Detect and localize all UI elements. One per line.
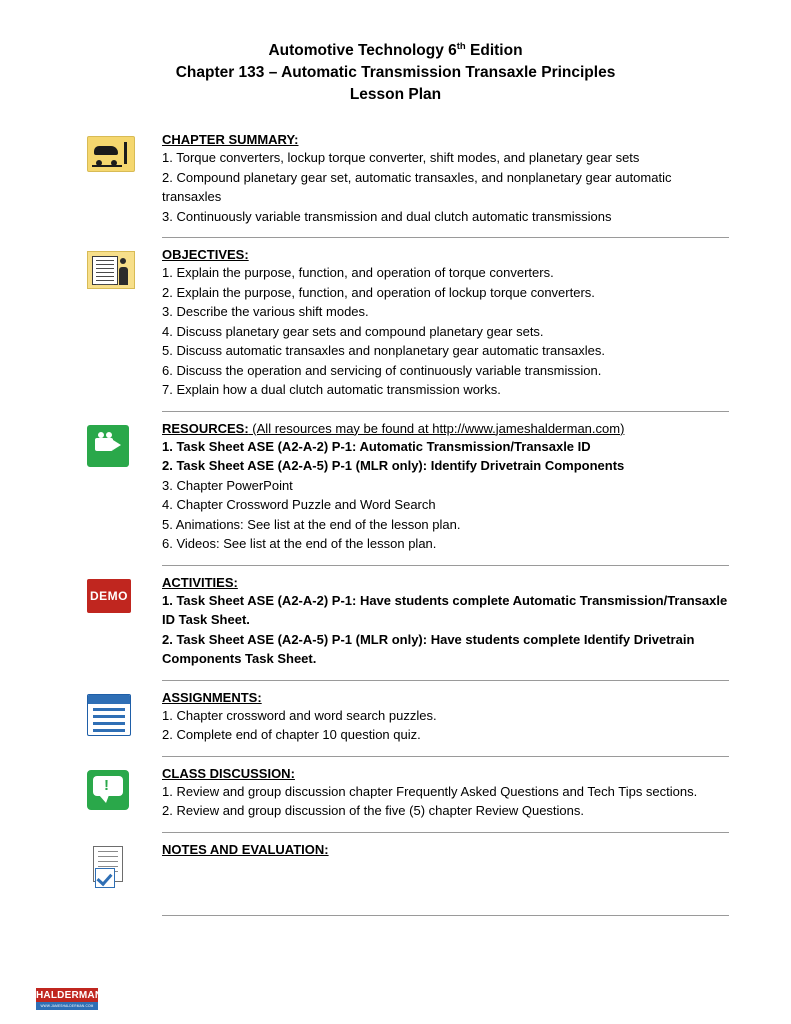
halderman-logo [36, 988, 103, 1010]
list-item: 5. Discuss automatic transaxles and nonplanetary gear automatic transaxles. [162, 343, 605, 359]
section-resources [58, 421, 733, 575]
list-item: 3. Continuously variable transmission and dual clutch automatic transmissions [162, 208, 612, 224]
list-item: 2. Compound planetary gear set, automatic transaxles, and nonplanetary gear automatic transaxles [162, 169, 672, 205]
section-heading-note: (All resources may be found at http://www.jameshalderman.com) [248, 420, 625, 436]
title-line-2: Chapter 133 – Automatic Transmission Transaxle Principles [175, 64, 616, 82]
list-item: 6. Videos: See list at the end of the lesson plan. [162, 536, 437, 552]
objectives-board-icon [87, 251, 133, 295]
list-item: 2. Complete end of chapter 10 question quiz. [162, 727, 421, 743]
list-item: 5. Animations: See list at the end of the lesson plan. [162, 516, 461, 532]
list-item-text: 1. Task Sheet ASE (A2-A-2) P-1: Automatic Transmission/Transaxle ID [162, 438, 591, 454]
video-camera-icon [87, 425, 133, 469]
icon-column [58, 575, 162, 623]
section-body [162, 421, 733, 575]
list-item-text: 1. Task Sheet ASE (A2-A-2) P-1: Have students complete Automatic Transmission/Transaxle ID Task Sheet. [162, 592, 728, 628]
section-divider [162, 680, 729, 681]
section-divider [162, 411, 729, 412]
list-item: 3. Describe the various shift modes. [162, 304, 369, 320]
section-notes-and-evaluation [58, 842, 733, 925]
list-item: 7. Explain how a dual clutch automatic transmission works. [162, 382, 501, 398]
section-assignments [58, 690, 733, 766]
list-item: 3. Chapter PowerPoint [162, 477, 293, 493]
section-objectives [58, 247, 733, 421]
list-item [162, 630, 729, 669]
title-line-1 [58, 36, 733, 62]
section-divider [162, 832, 729, 833]
icon-column [58, 132, 162, 180]
section-class-discussion [58, 766, 733, 842]
logo-sub-text: WWW.JAMESHALDERMAN.COM [36, 1002, 98, 1010]
section-heading-label: RESOURCES: [162, 420, 249, 436]
title-line-1-superscript: th [456, 41, 466, 52]
section-heading: NOTES AND EVALUATION: [162, 841, 329, 857]
list-item: 4. Discuss planetary gear sets and compound planetary gear sets. [162, 323, 544, 339]
car-lift-icon [87, 136, 133, 180]
section-heading [162, 421, 729, 436]
list-item: 1. Review and group discussion chapter Frequently Asked Questions and Tech Tips sections. [162, 783, 698, 799]
list-item-text: 2. Task Sheet ASE (A2-A-5) P-1 (MLR only): Have students complete Identify Drivetrain Components Task Sheet. [162, 631, 695, 667]
section-chapter-summary [58, 132, 733, 247]
section-heading: ASSIGNMENTS: [162, 689, 262, 705]
section-divider [162, 237, 729, 238]
page-title [58, 36, 733, 106]
list-item [162, 591, 729, 630]
section-divider [162, 756, 729, 757]
icon-column [58, 842, 162, 890]
section-heading: CLASS DISCUSSION: [162, 765, 295, 781]
icon-column [58, 247, 162, 295]
notes-line [162, 915, 729, 916]
notepad-icon [87, 694, 133, 738]
icon-column [58, 690, 162, 738]
demo-icon: DEMO [87, 579, 133, 623]
section-body [162, 690, 733, 766]
section-heading: OBJECTIVES: [162, 247, 249, 263]
list-item: 1. Chapter crossword and word search puzzles. [162, 707, 437, 723]
section-body [162, 247, 733, 421]
section-body [162, 132, 733, 247]
list-item [162, 437, 729, 457]
list-item: 4. Chapter Crossword Puzzle and Word Search [162, 497, 436, 513]
list-item: 6. Discuss the operation and servicing of continuously variable transmission. [162, 362, 602, 378]
list-item: 2. Review and group discussion of the five (5) chapter Review Questions. [162, 803, 584, 819]
section-body [162, 766, 733, 842]
icon-column [58, 766, 162, 814]
section-body [162, 842, 733, 925]
section-heading: CHAPTER SUMMARY: [162, 132, 299, 148]
title-line-3: Lesson Plan [349, 86, 442, 104]
section-activities [58, 575, 733, 690]
title-line-1-pre: Automotive Technology 6 [268, 42, 457, 60]
icon-column [58, 421, 162, 469]
list-item-text: 2. Task Sheet ASE (A2-A-5) P-1 (MLR only): Identify Drivetrain Components [162, 458, 625, 474]
list-item: 1. Explain the purpose, function, and operation of torque converters. [162, 265, 554, 281]
list-item: 1. Torque converters, lockup torque converter, shift modes, and planetary gear sets [162, 150, 640, 166]
section-divider [162, 565, 729, 566]
section-body [162, 575, 733, 690]
speech-bubble-icon: ! [87, 770, 133, 814]
section-heading: ACTIVITIES: [162, 574, 238, 590]
logo-brand-text: HALDERMAN [36, 990, 103, 1001]
list-item: 2. Explain the purpose, function, and operation of lockup torque converters. [162, 284, 595, 300]
title-line-1-post: Edition [465, 42, 523, 60]
notes-document-icon [87, 846, 133, 890]
list-item [162, 456, 729, 476]
